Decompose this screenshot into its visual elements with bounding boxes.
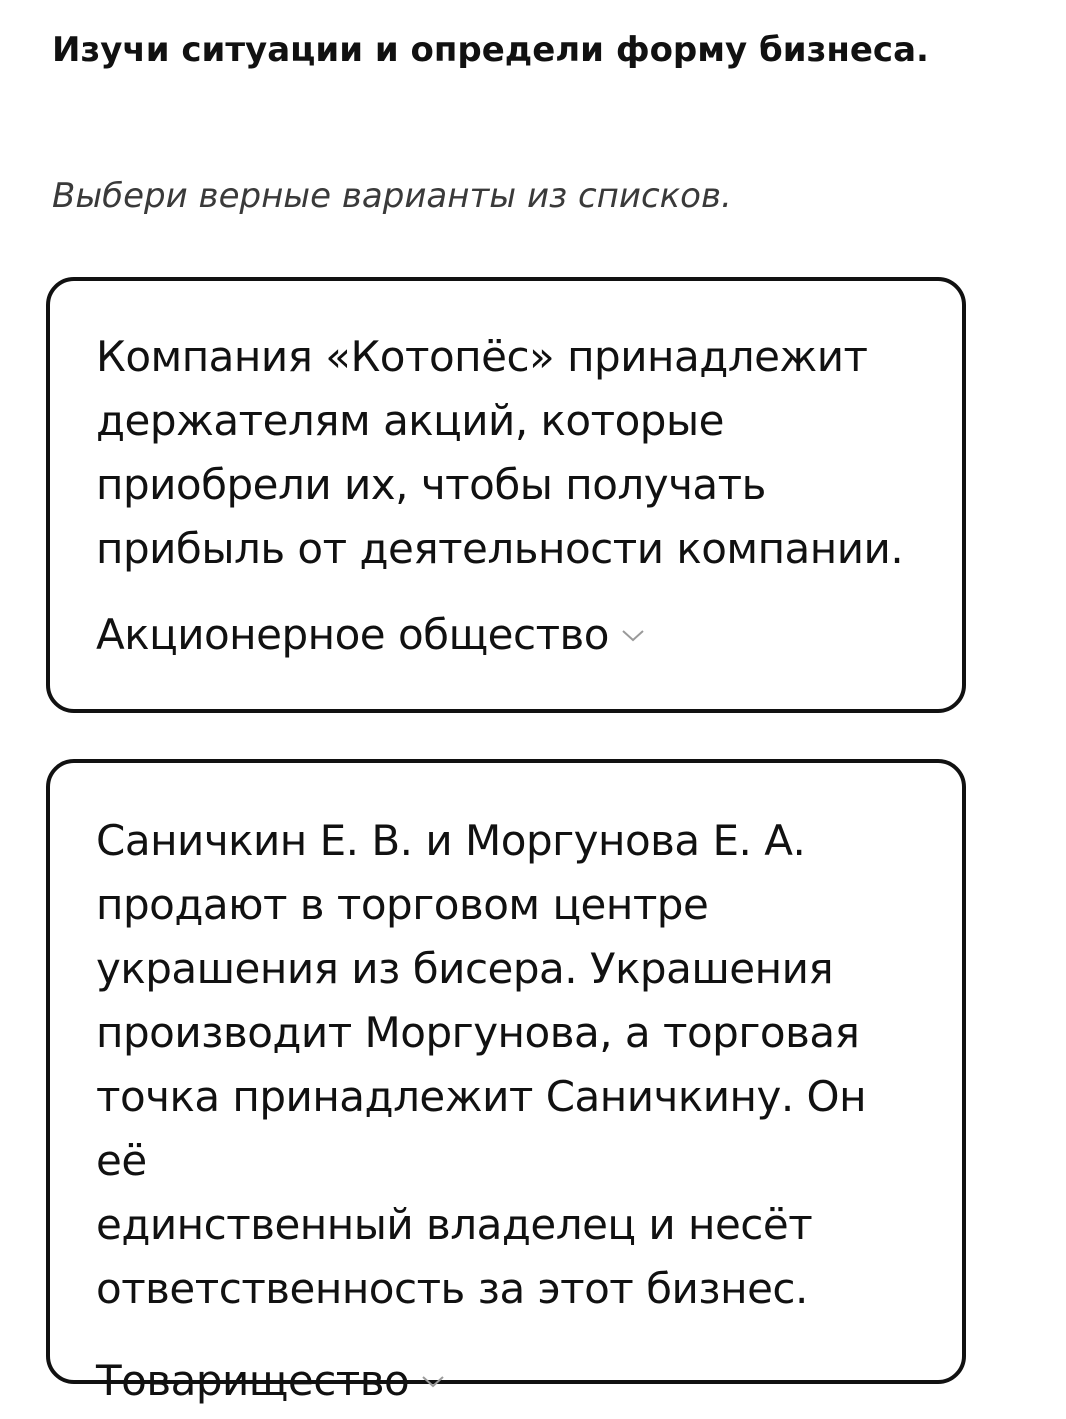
situation-text-2 [96, 809, 916, 1321]
situation-text-line: держателям акций, которые [96, 396, 724, 445]
situation-card-1 [46, 277, 966, 713]
chevron-down-icon [619, 625, 647, 645]
task-title: Изучи ситуации и определи форму бизнеса. [52, 30, 929, 70]
situation-text-line: единственный владелец и несёт [96, 1200, 813, 1249]
situation-text-line: украшения из бисера. Украшения [96, 944, 834, 993]
situation-text-line: приобрели их, чтобы получать [96, 460, 766, 509]
situation-text-line: Саничкин Е. В. и Моргунова Е. А. [96, 816, 806, 865]
situation-text-1 [96, 325, 916, 581]
situation-text-line: точка принадлежит Саничкину. Он её [96, 1072, 867, 1185]
business-form-selected-value: Акционерное общество [96, 610, 609, 659]
chevron-down-icon [419, 1371, 447, 1391]
situation-text-line: производит Моргунова, а торговая [96, 1008, 860, 1057]
business-form-dropdown-1[interactable] [96, 603, 647, 667]
situation-text-line: ответственность за этот бизнес. [96, 1264, 808, 1313]
situation-text-line: Компания «Котопёс» принадлежит [96, 332, 868, 381]
situation-text-line: прибыль от деятельности компании. [96, 524, 904, 573]
business-form-selected-value: Товарищество [96, 1356, 410, 1405]
situation-text-line: продают в торговом центре [96, 880, 709, 929]
situation-card-2 [46, 759, 966, 1405]
task-instruction: Выбери верные варианты из списков. [52, 176, 732, 216]
business-form-dropdown-2[interactable] [96, 1349, 447, 1413]
